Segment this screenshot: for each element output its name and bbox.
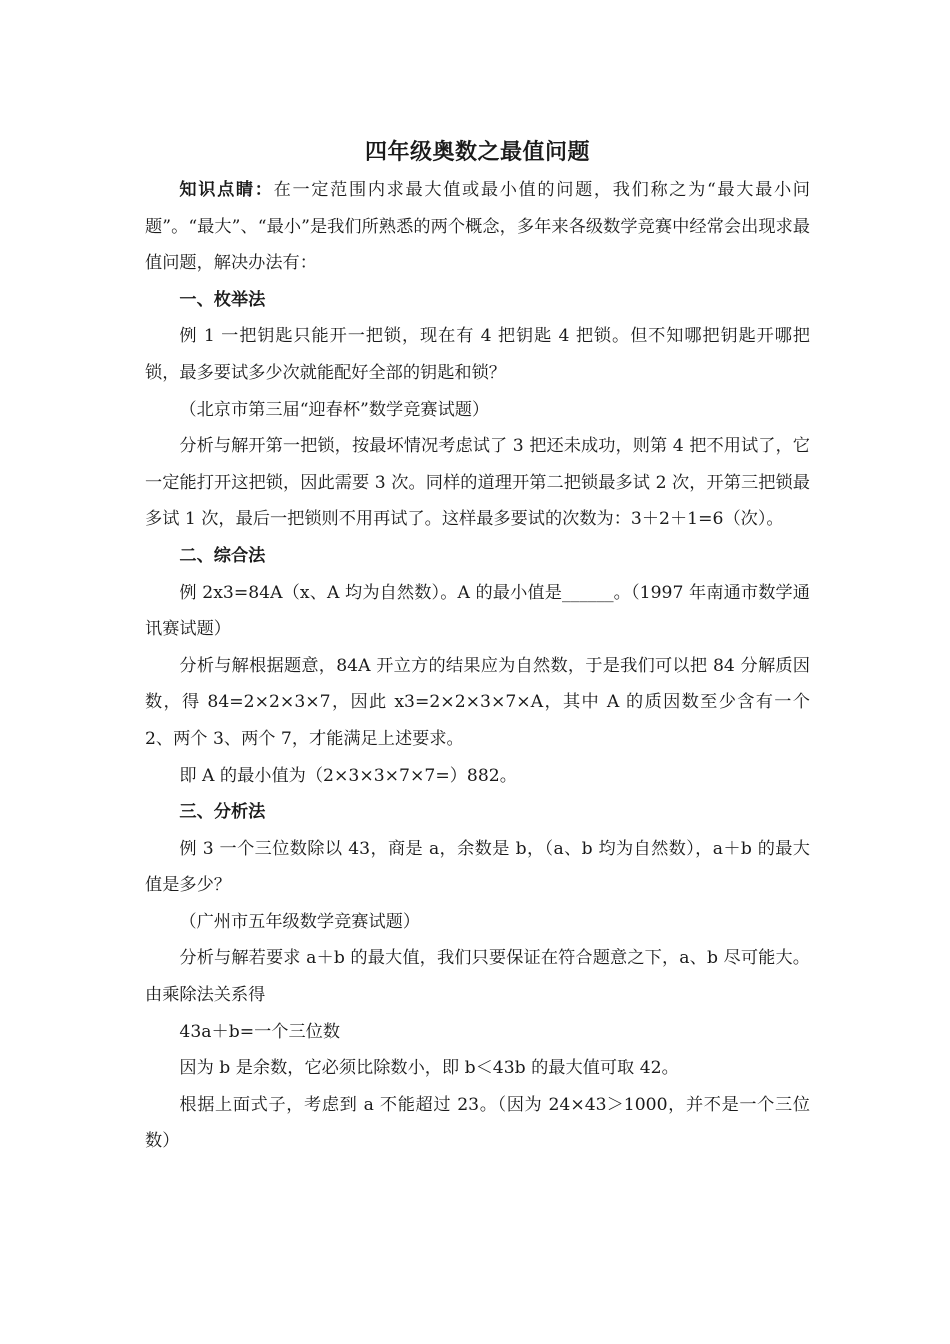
example-3: 例 3 一个三位数除以 43，商是 a，余数是 b，（a、b 均为自然数），a＋b 的最大值是多少？ [145,838,810,896]
document-content [145,134,810,1160]
example-1-analysis: 分析与解开第一把锁，按最坏情况考虑试了 3 把还未成功，则第 4 把不用试了，它一定能打开这把锁，因此需要 3 次。同样的道理开第二把锁最多试 2 次，开第三把锁最多试 1 次，最后一把锁则不用再试了。这样最多要试的次数为：3＋2＋1=6（次）。 [145,436,810,530]
intro-text: 在一定范围内求最大值或最小值的问题，我们称之为“最大最小问题”。“最大”、“最小”是我们所熟悉的两个概念，多年来各级数学竞赛中经常会出现求最值问题，解决办法有： [145,180,810,274]
example-2: 例 2x3=84A（x、A 均为自然数）。A 的最小值是______。（1997 年南通市数学通讯赛试题） [145,582,810,640]
example-3-analysis: 分析与解若要求 a＋b 的最大值，我们只要保证在符合题意之下，a、b 尽可能大。由乘除法关系得 [145,948,810,1006]
intro-label: 知识点睛： [179,180,274,200]
intro-paragraph [145,172,810,282]
example-3-source: （广州市五年级数学竞赛试题） [179,911,421,932]
example-2-analysis: 分析与解根据题意，84A 开立方的结果应为自然数，于是我们可以把 84 分解质因数，得 84=2×2×3×7，因此 x3=2×2×3×7×A，其中 A 的质因数至少含有一个 2、两个 3、两个 7，才能满足上述要求。 [145,655,810,749]
example-1: 例 1 一把钥匙只能开一把锁，现在有 4 把钥匙 4 把锁。但不知哪把钥匙开哪把锁，最多要试多少次就能配好全部的钥匙和锁？ [145,326,810,383]
example-1-source: （北京市第三届“迎春杯”数学竞赛试题） [179,399,490,420]
section-heading-synthesis: 二、综合法 [179,545,266,566]
section-heading-analysis: 三、分析法 [179,802,266,823]
example-2-answer: 即 A 的最小值为（2×3×3×7×7=）882。 [179,765,517,786]
page-title: 四年级奥数之最值问题 [364,139,590,165]
example-3-limit: 根据上面式子，考虑到 a 不能超过 23。（因为 24×43＞1000，并不是一个三位数） [145,1094,810,1152]
section-heading-enumeration: 一、枚举法 [179,289,266,310]
example-3-formula: 43a＋b=一个三位数 [179,1021,341,1042]
example-3-remainder: 因为 b 是余数，它必须比除数小，即 b＜43b 的最大值可取 42。 [179,1058,679,1079]
